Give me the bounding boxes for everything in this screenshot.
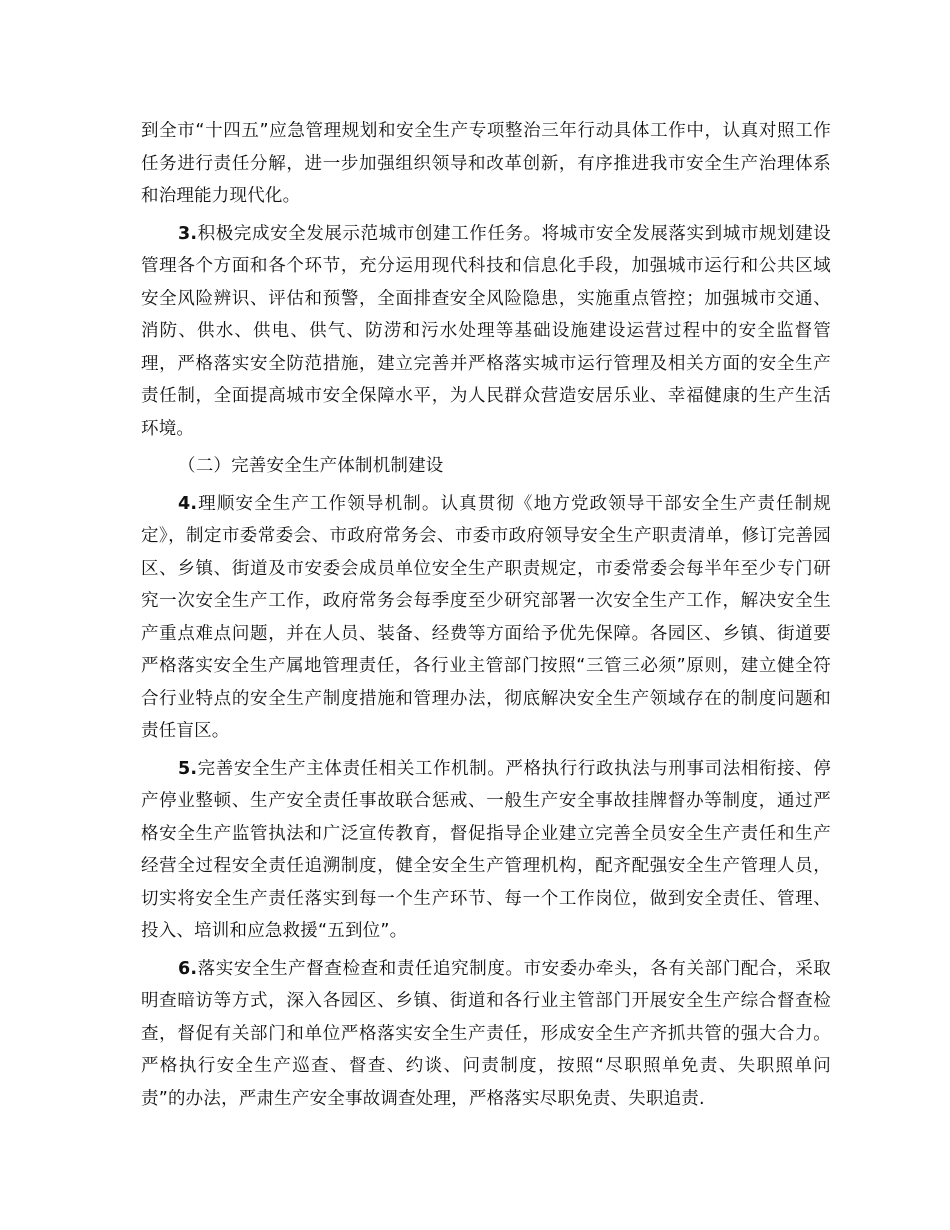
section-heading-text: （二）完善安全生产体制机制建设: [178, 456, 444, 476]
paragraph-text: 理顺安全生产工作领导机制。认真贯彻《地方党政领导干部安全生产责任制规定》，制定市委常委会、市政府常务会、市委市政府领导安全生产职责清单，修订完善园区、乡镇、街道及市安委会成员单位安全生产职责规定，市委常委会每半年至少专门研究一次安全生产工作，政府常务会每季度至少研究部署一次安全生产工作，解决安全生产重点难点问题，并在人员、装备、经费等方面给予优先保障。各园区、乡镇、街道要严格落实安全生产属地管理责任，各行业主管部门按照“三管三必须”原则，建立健全符合行业特点的安全生产制度措施和管理办法，彻底解决安全生产领域存在的制度问题和责任盲区。: [141, 493, 831, 741]
paragraph-text: 到全市“十四五”应急管理规划和安全生产专项整治三年行动具体工作中，认真对照工作任务进行责任分解，进一步加强组织领导和改革创新，有序推进我市安全生产治理体系和治理能力现代化。: [141, 121, 831, 206]
item-number: 5.: [178, 758, 198, 779]
paragraph-continuation: [141, 115, 831, 213]
paragraph-text: 积极完成安全发展示范城市创建工作任务。将城市安全发展落实到城市规划建设管理各个方面和各个环节，充分运用现代科技和信息化手段，加强城市运行和公共区域安全风险辨识、评估和预警，全面排查安全风险隐患，实施重点管控；加强城市交通、消防、供水、供电、供气、防涝和污水处理等基础设施建设运营过程中的安全监督管理，严格落实安全防范措施，建立完善并严格落实城市运行管理及相关方面的安全生产责任制，全面提高城市安全保障水平，为人民群众营造安居乐业、幸福健康的生产生活环境。: [141, 223, 831, 439]
item-number: 3.: [178, 223, 198, 244]
section-heading: [141, 450, 831, 483]
item-number: 6.: [178, 958, 198, 979]
paragraph-text: 完善安全生产主体责任相关工作机制。严格执行行政执法与刑事司法相衔接、停产停业整顿、生产安全责任事故联合惩戒、一般生产安全事故挂牌督办等制度，通过严格安全生产监管执法和广泛宣传教育，督促指导企业建立完善全员安全生产责任和生产经营全过程安全责任追溯制度，健全安全生产管理机构，配齐配强安全生产管理人员，切实将安全生产责任落实到每一个生产环节、每一个工作岗位，做到安全责任、管理、投入、培训和应急救援“五到位”。: [141, 758, 831, 941]
document-body: [141, 115, 831, 1115]
paragraph-item-4: [141, 488, 831, 748]
paragraph-item-5: [141, 753, 831, 948]
paragraph-item-3: [141, 218, 831, 446]
item-number: 4.: [178, 493, 198, 514]
paragraph-item-6: [141, 953, 831, 1116]
paragraph-text: 落实安全生产督查检查和责任追究制度。市安委办牵头，各有关部门配合，采取明查暗访等方式，深入各园区、乡镇、街道和各行业主管部门开展安全生产综合督查检查，督促有关部门和单位严格落实安全生产责任，形成安全生产齐抓共管的强大合力。严格执行安全生产巡查、督查、约谈、问责制度，按照“尽职照单免责、失职照单问责”的办法，严肃生产安全事故调查处理，严格落实尽职免责、失职追责.: [141, 958, 831, 1109]
